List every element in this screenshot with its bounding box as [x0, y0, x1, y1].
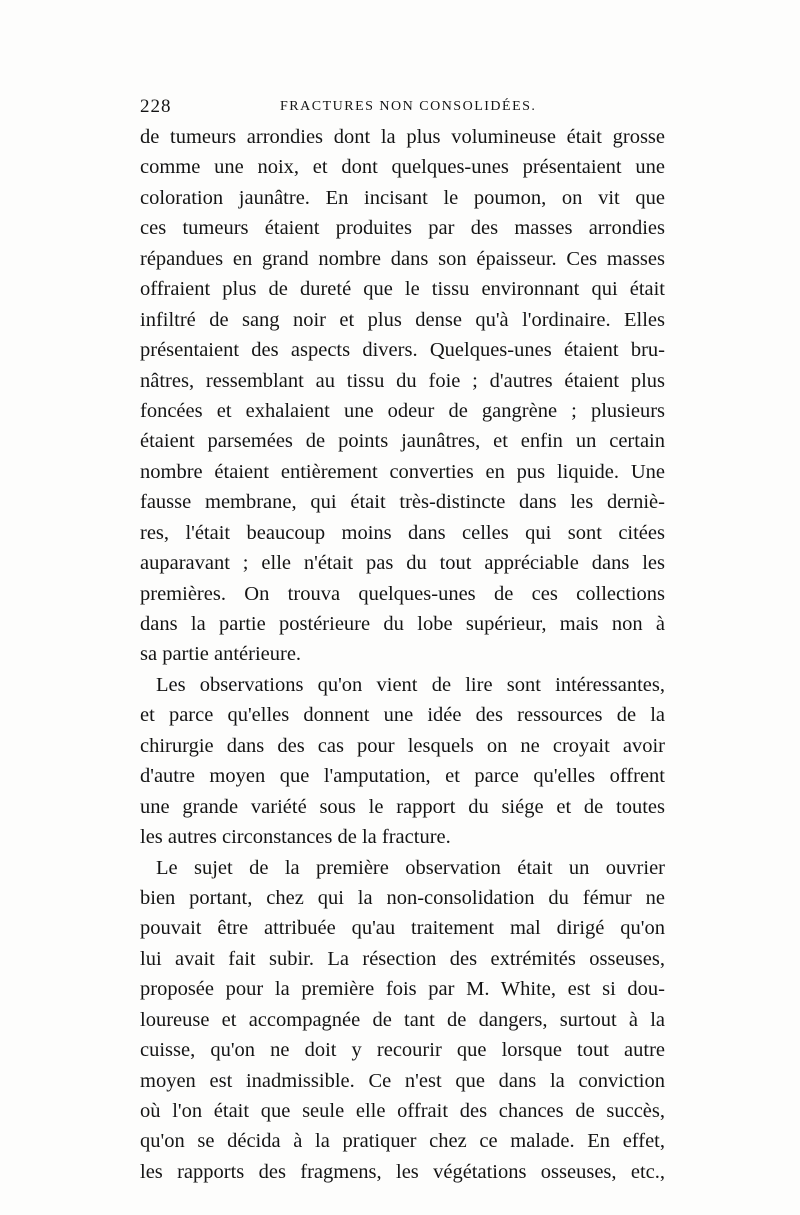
text-line: coloration jaunâtre. En incisant le poumon, on vit que: [140, 186, 665, 209]
text-line: d'autre moyen que l'amputation, et parce qu'elles offrent: [140, 765, 665, 788]
page-header: [140, 96, 700, 122]
text-line: pouvait être attribuée qu'au traitement mal dirigé qu'on: [140, 917, 665, 940]
text-line: où l'on était que seule elle offrait des chances de succès,: [140, 1100, 665, 1122]
text-line: chirurgie dans des cas pour lesquels on ne croyait avoir: [140, 734, 665, 757]
text-line: de tumeurs arrondies dont la plus volumineuse était grosse: [140, 126, 665, 148]
text-line: et parce qu'elles donnent une idée des ressources de la: [140, 704, 665, 727]
text-line: lui avait fait subir. La résection des extrémités osseuses,: [140, 947, 665, 970]
text-line: loureuse et accompagnée de tant de dangers, surtout à la: [140, 1008, 665, 1031]
text-line: nombre étaient entièrement converties en pus liquide. Une: [140, 460, 665, 483]
text-line: infiltré de sang noir et plus dense qu'à l'ordinaire. Elles: [140, 308, 665, 331]
text-line: foncées et exhalaient une odeur de gangrène ; plusieurs: [140, 399, 665, 422]
body-text: [140, 122, 665, 1187]
text-line: qu'on se décida à la pratiquer chez ce malade. En effet,: [140, 1130, 665, 1153]
text-line: fausse membrane, qui était très-distincte dans les derniè-: [140, 491, 665, 514]
paragraph-end-line: les autres circonstances de la fracture.: [140, 826, 451, 849]
text-line: présentaient des aspects divers. Quelques-unes étaient bru-: [140, 339, 665, 362]
text-line: les rapports des fragmens, les végétations osseuses, etc.,: [140, 1160, 665, 1183]
text-line: moyen est inadmissible. Ce n'est que dans la conviction: [140, 1069, 665, 1092]
text-line: une grande variété sous le rapport du siége et de toutes: [140, 795, 665, 818]
text-line: offraient plus de dureté que le tissu environnant qui était: [140, 278, 665, 301]
page-number: 228: [140, 96, 172, 117]
text-line: dans la partie postérieure du lobe supérieur, mais non à: [140, 613, 665, 635]
paragraph-start-line: Le sujet de la première observation était un ouvrier: [156, 856, 665, 879]
text-line: auparavant ; elle n'était pas du tout appréciable dans les: [140, 552, 665, 575]
text-line: res, l'était beaucoup moins dans celles qui sont citées: [140, 521, 665, 544]
text-line: premières. On trouva quelques-unes de ces collections: [140, 582, 665, 605]
text-line: ces tumeurs étaient produites par des masses arrondies: [140, 217, 665, 240]
paragraph-end-line: sa partie antérieure.: [140, 643, 302, 666]
text-line: répandues en grand nombre dans son épaisseur. Ces masses: [140, 247, 665, 270]
text-line: proposée pour la première fois par M. White, est si dou-: [140, 978, 665, 1001]
running-head: FRACTURES NON CONSOLIDÉES.: [280, 99, 537, 114]
paragraph-start-line: Les observations qu'on vient de lire sont intéressantes,: [156, 673, 665, 696]
text-line: comme une noix, et dont quelques-unes présentaient une: [140, 156, 665, 179]
text-line: nâtres, ressemblant au tissu du foie ; d'autres étaient plus: [140, 369, 665, 392]
text-line: cuisse, qu'on ne doit y recourir que lorsque tout autre: [140, 1039, 665, 1062]
text-line: bien portant, chez qui la non-consolidation du fémur ne: [140, 886, 665, 909]
text-line: étaient parsemées de points jaunâtres, et enfin un certain: [140, 430, 665, 453]
